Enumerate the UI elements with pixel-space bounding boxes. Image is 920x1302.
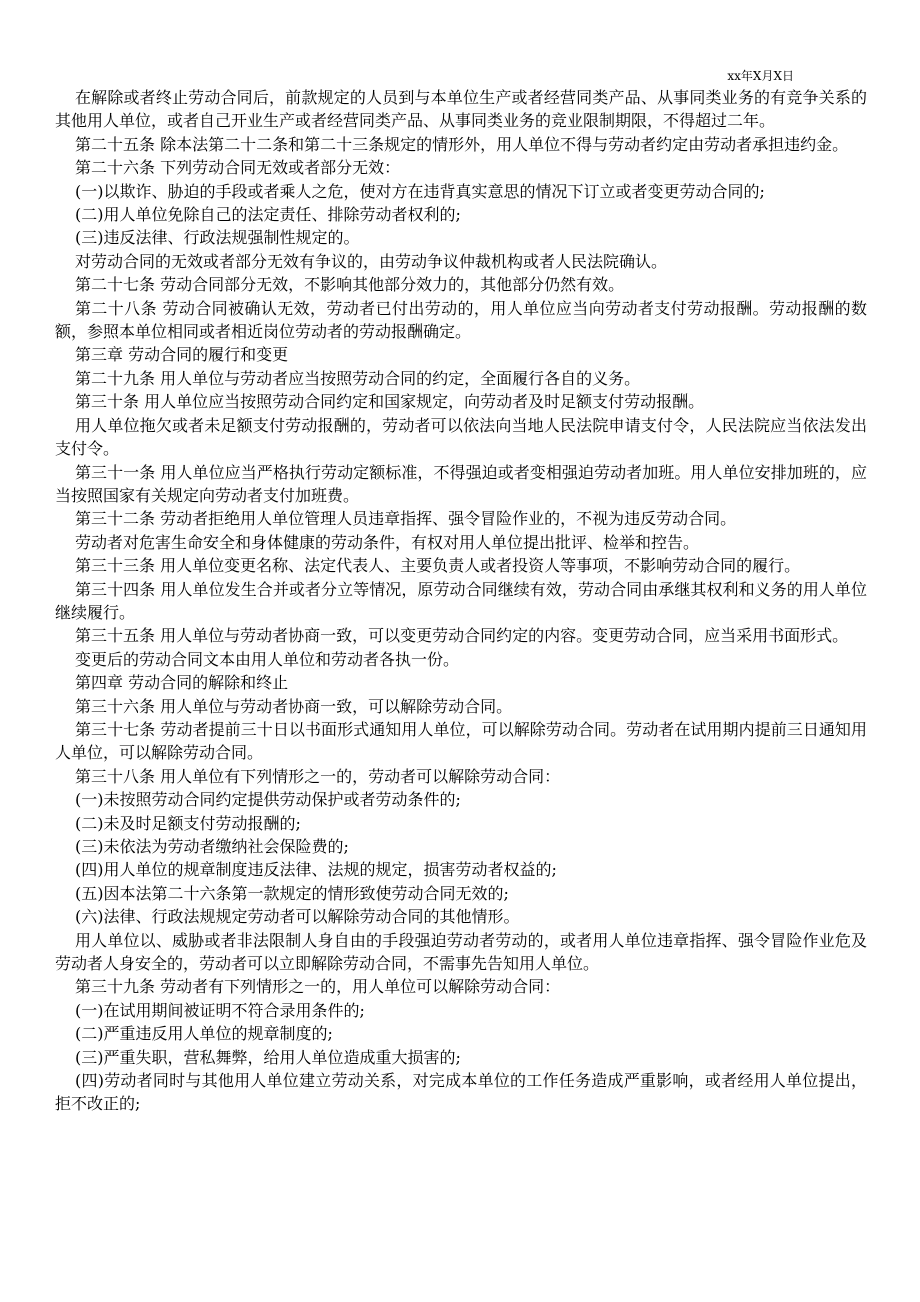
article-35: 第三十五条 用人单位与劳动者协商一致，可以变更劳动合同约定的内容。变更劳动合同，应当采用书面形式。	[75, 626, 849, 646]
chapter-heading: 第三章 劳动合同的履行和变更	[75, 345, 289, 365]
list-item: (一)在试用期间被证明不符合录用条件的;	[75, 1000, 365, 1020]
article-28: 第二十八条 劳动合同被确认无效，劳动者已付出劳动的，用人单位应当向劳动者支付劳动报酬。劳动报酬的数额，参照本单位相同或者相近岗位劳动者的劳动报酬确定。	[55, 298, 867, 342]
list-item: (三)未依法为劳动者缴纳社会保险费的;	[75, 837, 349, 856]
article-36: 第三十六条 用人单位与劳动者协商一致，可以解除劳动合同。	[75, 696, 513, 716]
list-item: (二)严重违反用人单位的规章制度的;	[75, 1024, 333, 1044]
list-item: (四)劳动者同时与其他用人单位建立劳动关系，对完成本单位的工作任务造成严重影响，或者经用人单位提出，拒不改正的;	[55, 1071, 867, 1114]
paragraph: 用人单位以、威胁或者非法限制人身自由的手段强迫劳动者劳动的，或者用人单位违章指挥、强令冒险作业危及劳动者人身安全的，劳动者可以立即解除劳动合同，不需事先告知用人单位。	[55, 930, 867, 974]
list-item: (二)用人单位免除自己的法定责任、排除劳动者权利的;	[75, 205, 461, 225]
article-33: 第三十三条 用人单位变更名称、法定代表人、主要负责人或者投资人等事项，不影响劳动合同的履行。	[75, 556, 801, 576]
list-item: (三)严重失职，营私舞弊，给用人单位造成重大损害的;	[75, 1047, 461, 1067]
list-item: (一)未按照劳动合同约定提供劳动保护或者劳动条件的;	[75, 790, 461, 810]
article-37: 第三十七条 劳动者提前三十日以书面形式通知用人单位，可以解除劳动合同。劳动者在试用期内提前三日通知用人单位，可以解除劳动合同。	[55, 719, 867, 763]
list-item: (四)用人单位的规章制度违反法律、法规的规定，损害劳动者权益的;	[75, 860, 557, 880]
document-body	[55, 86, 867, 1116]
list-item: (三)违反法律、行政法规强制性规定的。	[75, 228, 360, 248]
article-29: 第二十九条 用人单位与劳动者应当按照劳动合同的约定，全面履行各自的义务。	[75, 368, 641, 388]
list-item: (一)以欺诈、胁迫的手段或者乘人之危，使对方在违背真实意思的情况下订立或者变更劳动合同的;	[75, 181, 765, 201]
list-item: (五)因本法第二十六条第一款规定的情形致使劳动合同无效的;	[75, 883, 509, 903]
article-30: 第三十条 用人单位应当按照劳动合同约定和国家规定，向劳动者及时足额支付劳动报酬。	[75, 392, 705, 412]
paragraph: 劳动者对危害生命安全和身体健康的劳动条件，有权对用人单位提出批评、检举和控告。	[75, 532, 700, 552]
article-27: 第二十七条 劳动合同部分无效，不影响其他部分效力的，其他部分仍然有效。	[75, 275, 625, 295]
paragraph: 变更后的劳动合同文本由用人单位和劳动者各执一份。	[75, 649, 460, 669]
chapter-heading: 第四章 劳动合同的解除和终止	[75, 673, 289, 693]
article-26: 第二十六条 下列劳动合同无效或者部分无效：	[75, 158, 401, 178]
article-25: 第二十五条 除本法第二十二条和第二十三条规定的情形外，用人单位不得与劳动者约定由劳动者承担违约金。	[75, 134, 849, 154]
list-item: (六)法律、行政法规规定劳动者可以解除劳动合同的其他情形。	[75, 907, 520, 927]
paragraph: 在解除或者终止劳动合同后，前款规定的人员到与本单位生产或者经营同类产品、从事同类业务的有竞争关系的其他用人单位，或者自己开业生产或者经营同类产品、从事同类业务的竞业限制期限，不得超过二年。	[55, 88, 867, 131]
article-38: 第三十八条 用人单位有下列情形之一的，劳动者可以解除劳动合同：	[75, 766, 561, 786]
article-32: 第三十二条 劳动者拒绝用人单位管理人员违章指挥、强令冒险作业的，不视为违反劳动合同。	[75, 509, 737, 529]
article-34: 第三十四条 用人单位发生合并或者分立等情况，原劳动合同继续有效，劳动合同由承继其权利和义务的用人单位继续履行。	[55, 579, 867, 622]
header-date: xx年X月X日	[727, 69, 794, 83]
article-39: 第三十九条 劳动者有下列情形之一的，用人单位可以解除劳动合同：	[75, 977, 561, 997]
article-31: 第三十一条 用人单位应当严格执行劳动定额标准，不得强迫或者变相强迫劳动者加班。用人单位安排加班的，应当按照国家有关规定向劳动者支付加班费。	[55, 462, 867, 505]
paragraph: 用人单位拖欠或者未足额支付劳动报酬的，劳动者可以依法向当地人民法院申请支付令，人民法院应当依法发出支付令。	[55, 415, 867, 459]
paragraph: 对劳动合同的无效或者部分无效有争议的，由劳动争议仲裁机构或者人民法院确认。	[75, 251, 668, 271]
list-item: (二)未及时足额支付劳动报酬的;	[75, 813, 301, 833]
